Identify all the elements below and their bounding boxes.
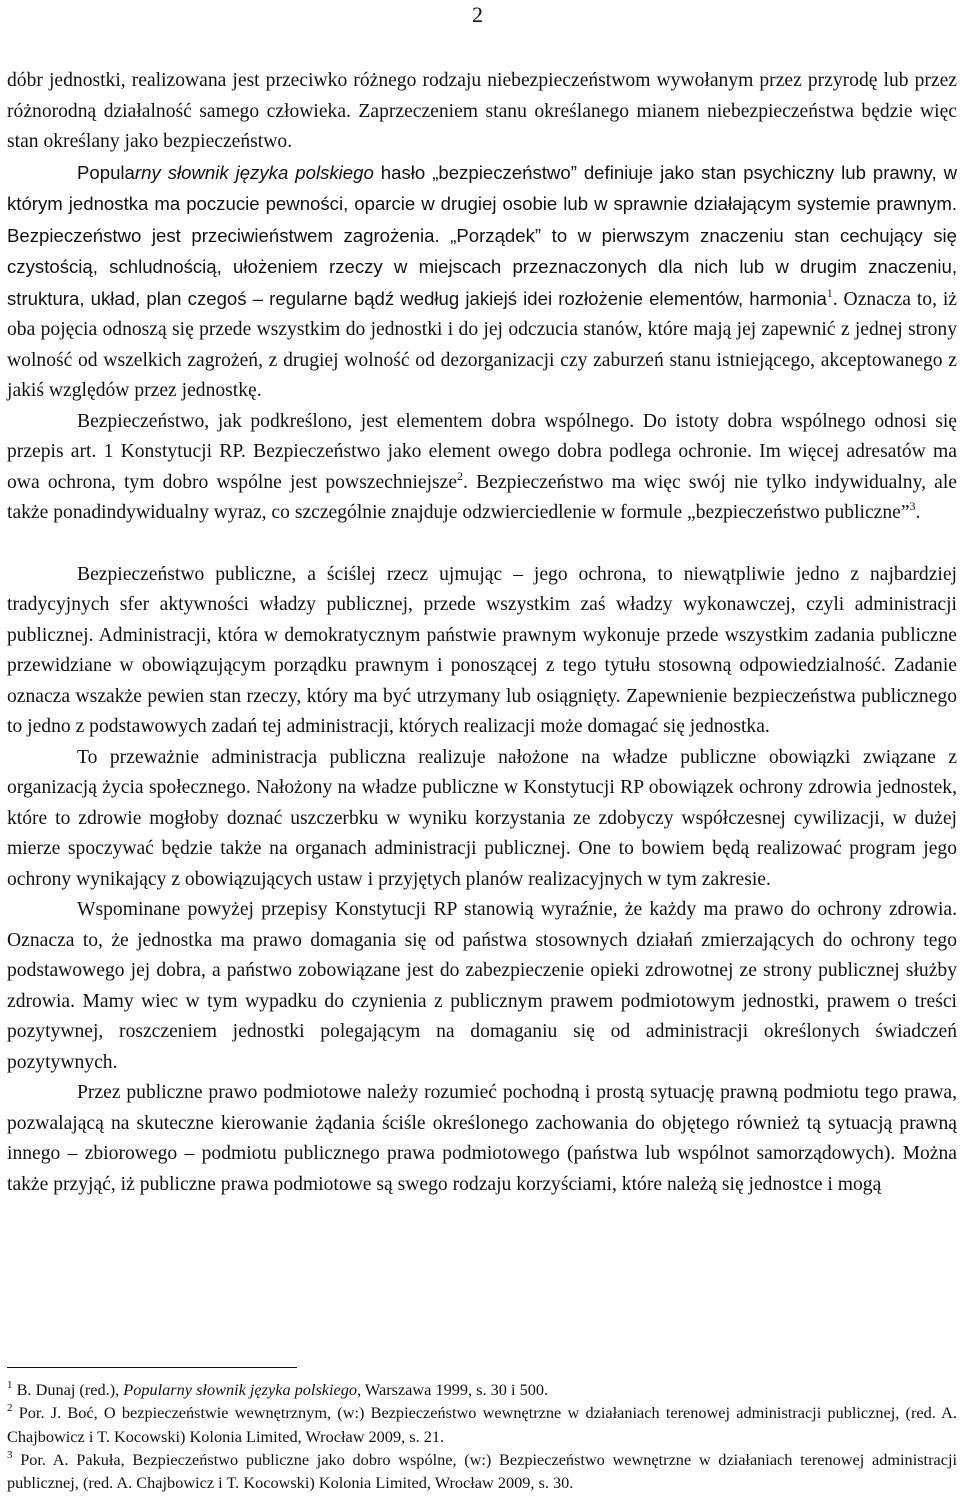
footnote-2-number: 2 <box>7 1402 13 1415</box>
footnote-2-text: Por. J. Boć, O bezpieczeństwie wewnętrznym, (w:) Bezpieczeństwo wewnętrzne w działaniach terenowej administracji publicznej, (red. A. Chajbowicz i T. Kocowski) Kolonia Limited, Wrocław 2009, s. 21. <box>7 1403 957 1446</box>
paragraph-2-text-b: . Bezpieczeństwo ma więc swój nie tylko indywidualny, ale także ponadindywidualny wyraz, co szczególnie znajduje odzwierciedlenie w formule „bezpieczeństwo publiczne” <box>7 471 957 523</box>
body-text <box>7 66 957 1200</box>
footnote-1-pre: B. Dunaj (red.), <box>12 1380 124 1399</box>
page-number: 2 <box>472 2 483 27</box>
footnote-3 <box>7 1448 957 1495</box>
paragraph-1-opening: dóbr jednostki, realizowana jest przeciwko różnego rodzaju niebezpieczeństwom wywołanym przez przyrodę lub przez różnorodną działalność samego człowieka. Zaprzeczeniem stanu określanego mianem niebezpieczeństwa będzie więc stan określany jako bezpieczeństwo. <box>7 70 957 152</box>
paragraph-1-tail: . Oznacza to, iż oba pojęcia odnoszą się przede wszystkim do jednostki i do jej odczucia stanów, które mają jej zapewnić z jednej strony wolność od wszelkich zagrożeń, z drugiej wolność od dezorganizacji czy zaburzeń stanu istniejącego, akceptowanego z jakiś względów przez jednostkę. <box>7 288 957 401</box>
footnote-1-title: Popularny słownik języka polskiego <box>123 1380 358 1399</box>
footnote-1-number: 1 <box>7 1379 13 1391</box>
paragraph-5: Wspominane powyżej przepisy Konstytucji RP stanowią wyraźnie, że każdy ma prawo do ochrony zdrowia. Oznacza to, że jednostka ma prawo domagania się od państwa stosownych działań zmierzających do ochrony tego podstawowego jej dobra, a państwo zobowiązane jest do zabezpieczenie opieki zdrowotnej ze strony publicznej służby zdrowia. Mamy wiec w tym wypadku do czynienia z publicznym prawem podmiotowym jednostki, prawem o treści pozytywnej, roszczeniem jednostki polegającym na domaganiu się od administracji określonych świadczeń pozytywnych. <box>7 899 957 1073</box>
footnote-3-text: Por. A. Pakuła, Bezpieczeństwo publiczne jako dobro wspólne, (w:) Bezpieczeństwo wewnętrzne w działaniach terenowej administracji publicznej, (red. A. Chajbowicz i T. Kocowski) Kolonia Limited, Wrocław 2009, s. 30. <box>7 1449 957 1493</box>
footnote-ref-1[interactable]: 1 <box>826 285 833 300</box>
footnote-ref-3[interactable]: 3 <box>909 499 916 513</box>
paragraph-2 <box>7 407 957 529</box>
footnote-3-number: 3 <box>7 1448 13 1461</box>
footnote-ref-2[interactable]: 2 <box>457 468 464 483</box>
footnote-1-post: , Warszawa 1999, s. 30 i 500. <box>357 1380 549 1399</box>
footnote-2 <box>7 1401 957 1448</box>
paragraph-1 <box>7 66 957 407</box>
paragraph-3: Bezpieczeństwo publiczne, a ściślej rzecz ujmując – jego ochrona, to niewątpliwie jedno z najbardziej tradycyjnych sfer aktywności władzy publicznej, przede wszystkim zaś władzy wykonawczej, czyli administracji publicznej. Administracji, która w demokratycznym państwie prawnym wykonuje przede wszystkim zadania publiczne przewidziane w obowiązującym porządku prawnym i ponoszącej z tego tytułu stosowną odpowiedzialność. Zadanie oznacza wszakże pewien stan rzeczy, który ma być utrzymany lub osiągnięty. Zapewnienie bezpieczeństwa publicznego to jedno z podstawowych zadań tej administracji, których realizacji może domagać się jednostka. <box>7 563 957 737</box>
paragraph-6: Przez publiczne prawo podmiotowe należy rozumieć pochodną i prostą sytuację prawną podmiotu tego prawa, pozwalającą na skuteczne kierowanie żądania ściśle określonego zachowania do objętego również tą sytuacją prawną innego – zbiorowego – podmiotu publicznego prawa podmiotowego (państwa lub wspólnot samorządowych). Można także przyjąć, iż publiczne prawa podmiotowe są swego rodzaju korzyściami, które należą się jednostce i mogą <box>7 1082 957 1195</box>
paragraph-2-text: Bezpieczeństwo, jak podkreślono, jest elementem dobra wspólnego. Do istoty dobra wspólnego odnosi się przepis art. 1 Konstytucji RP. Bezpieczeństwo jako element owego dobra podlega ochronie. Im więcej adresatów ma owa ochrona, tym dobro wspólne jest powszechniejsze <box>7 410 957 493</box>
dictionary-title: rny słownik języka polskiego <box>134 161 374 183</box>
paragraph-2-end: . <box>915 502 921 523</box>
footnote-1 <box>7 1378 957 1401</box>
paragraph-4: To przeważnie administracja publiczna realizuje nałożone na władze publiczne obowiązki związane z organizacją życia społecznego. Nałożony na władze publiczne w Konstytucji RP obowiązek ochrony zdrowia jednostek, które to zdrowie mogłoby doznać uszczerbku w wyniku korzystania ze zdobyczy współczesnej cywilizacji, w dużej mierze spoczywać będzie także na organach administracji publicznej. One to bowiem będą realizować program jego ochrony wynikający z obowiązujących ustaw i przyjętych planów realizacyjnych w tym zakresie. <box>7 746 957 890</box>
dictionary-reference-prefix: Popula <box>77 161 135 183</box>
footnotes <box>7 1378 957 1494</box>
footnote-separator <box>7 1367 297 1368</box>
dictionary-definition: hasło „bezpieczeństwo” definiuje jako stan psychiczny lub prawny, w którym jednostka ma poczucie pewności, oparcie w drugiej osobie lub w sprawnie działającym systemie prawnym. Bezpieczeństwo jest przeciwieństwem zagrożenia. „Porządek” to w pierwszym znaczeniu stan cechujący się czystością, schludnością, ułożeniem rzeczy w miejscach przeznaczonych dla nich lub w drugim znaczeniu, struktura, układ, plan czegoś – regularne bądź według jakiejś idei rozłożenie elementów, harmonia <box>7 161 958 309</box>
